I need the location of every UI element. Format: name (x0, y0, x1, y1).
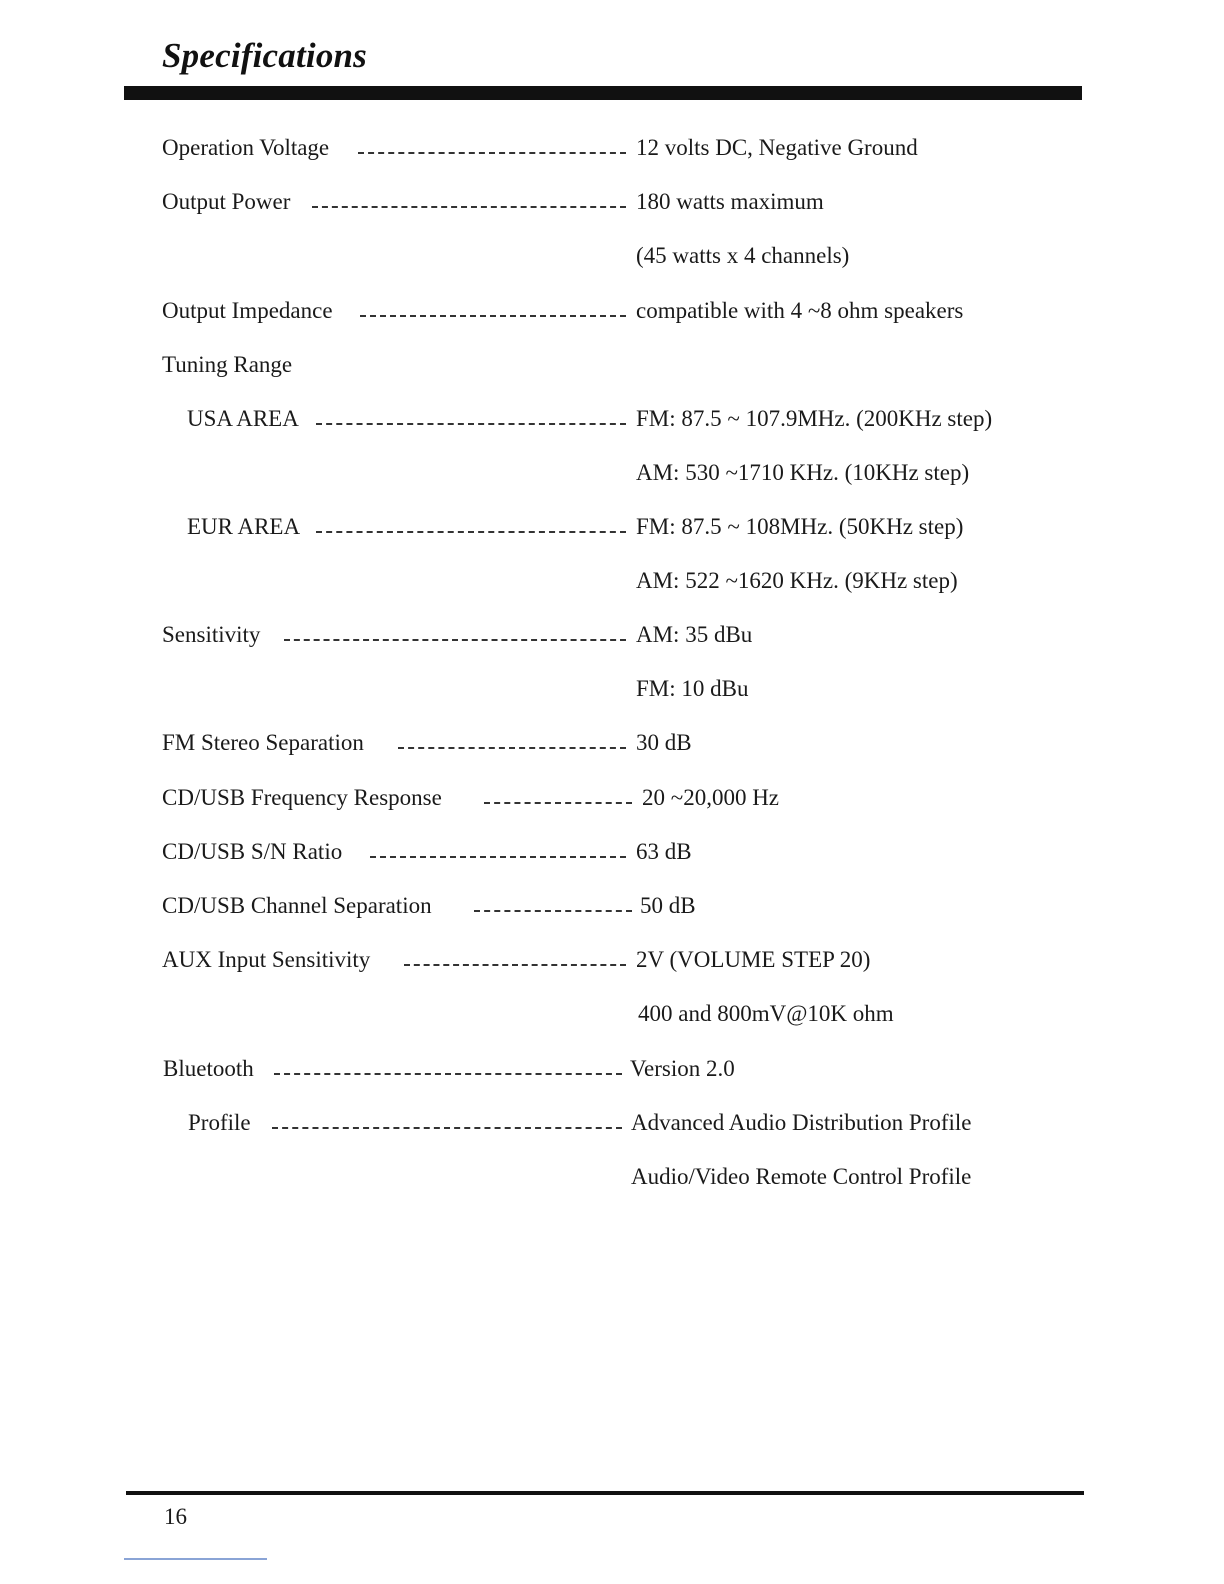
spec-value: 2V (VOLUME STEP 20) (636, 947, 871, 972)
spec-value: 63 dB (636, 839, 692, 864)
leader-dots (360, 315, 626, 317)
leader-dots (312, 206, 626, 208)
spec-label: FM Stereo Separation (162, 728, 370, 758)
corner-mark (124, 1558, 267, 1560)
spec-label: USA AREA (187, 404, 305, 434)
spec-row-fm-stereo-separation (0, 728, 1224, 758)
spec-value: (45 watts x 4 channels) (636, 243, 850, 268)
leader-dots (316, 531, 626, 533)
spec-value: 180 watts maximum (636, 189, 824, 214)
leader-dots (398, 747, 626, 749)
spec-value: AM: 530 ~1710 KHz. (10KHz step) (636, 460, 970, 485)
spec-value: Advanced Audio Distribution Profile (631, 1110, 972, 1135)
spec-label: EUR AREA (187, 512, 306, 542)
page-number: 16 (164, 1504, 187, 1529)
spec-row-sensitivity (0, 620, 1224, 650)
spec-label: Profile (188, 1108, 257, 1138)
leader-dots (474, 910, 632, 912)
leader-dots (284, 639, 626, 641)
spec-row-eur-area-cont (0, 566, 1224, 596)
spec-value: Audio/Video Remote Control Profile (631, 1164, 972, 1189)
spec-value: 50 dB (640, 893, 696, 918)
spec-value: Version 2.0 (630, 1056, 735, 1081)
spec-value: FM: 10 dBu (636, 676, 749, 701)
spec-row-operation-voltage (0, 133, 1224, 163)
spec-value: FM: 87.5 ~ 107.9MHz. (200KHz step) (636, 406, 993, 431)
spec-row-aux-input-sensitivity (0, 945, 1224, 975)
spec-label: Output Power (162, 187, 296, 217)
spec-row-aux-input-sensitivity-cont (0, 999, 1224, 1029)
spec-label: Sensitivity (162, 620, 266, 650)
spec-label: Tuning Range (162, 350, 298, 380)
spec-row-bluetooth (0, 1054, 1224, 1084)
spec-row-output-power-cont (0, 241, 1224, 271)
spec-row-tuning-range (0, 350, 1224, 380)
spec-row-output-impedance (0, 296, 1224, 326)
spec-value: AM: 35 dBu (636, 622, 753, 647)
spec-label: AUX Input Sensitivity (162, 945, 376, 975)
spec-value: 12 volts DC, Negative Ground (636, 135, 918, 160)
spec-value: AM: 522 ~1620 KHz. (9KHz step) (636, 568, 958, 593)
spec-row-profile (0, 1108, 1224, 1138)
spec-row-usa-area (0, 404, 1224, 434)
spec-row-output-power (0, 187, 1224, 217)
page-title: Specifications (162, 36, 368, 75)
spec-value: 30 dB (636, 730, 692, 755)
spec-value: 400 and 800mV@10K ohm (638, 1001, 894, 1026)
spec-label: CD/USB Channel Separation (162, 891, 438, 921)
leader-dots (316, 423, 626, 425)
spec-label: CD/USB S/N Ratio (162, 837, 348, 867)
spec-value: compatible with 4 ~8 ohm speakers (636, 298, 964, 323)
footer-rule (126, 1491, 1084, 1495)
spec-row-cd-usb-frequency-response (0, 783, 1224, 813)
leader-dots (274, 1073, 622, 1075)
spec-label: Output Impedance (162, 296, 339, 326)
spec-row-profile-cont (0, 1162, 1224, 1192)
leader-dots (272, 1127, 622, 1129)
spec-row-usa-area-cont (0, 458, 1224, 488)
spec-value: 20 ~20,000 Hz (642, 785, 780, 810)
leader-dots (484, 802, 632, 804)
leader-dots (358, 152, 626, 154)
spec-row-cd-usb-sn-ratio (0, 837, 1224, 867)
leader-dots (370, 856, 626, 858)
spec-row-eur-area (0, 512, 1224, 542)
spec-label: Operation Voltage (162, 133, 335, 163)
spec-label: CD/USB Frequency Response (162, 783, 448, 813)
spec-label: Bluetooth (163, 1054, 260, 1084)
spec-row-sensitivity-cont (0, 674, 1224, 704)
leader-dots (404, 964, 626, 966)
spec-row-cd-usb-channel-separation (0, 891, 1224, 921)
spec-value: FM: 87.5 ~ 108MHz. (50KHz step) (636, 514, 964, 539)
